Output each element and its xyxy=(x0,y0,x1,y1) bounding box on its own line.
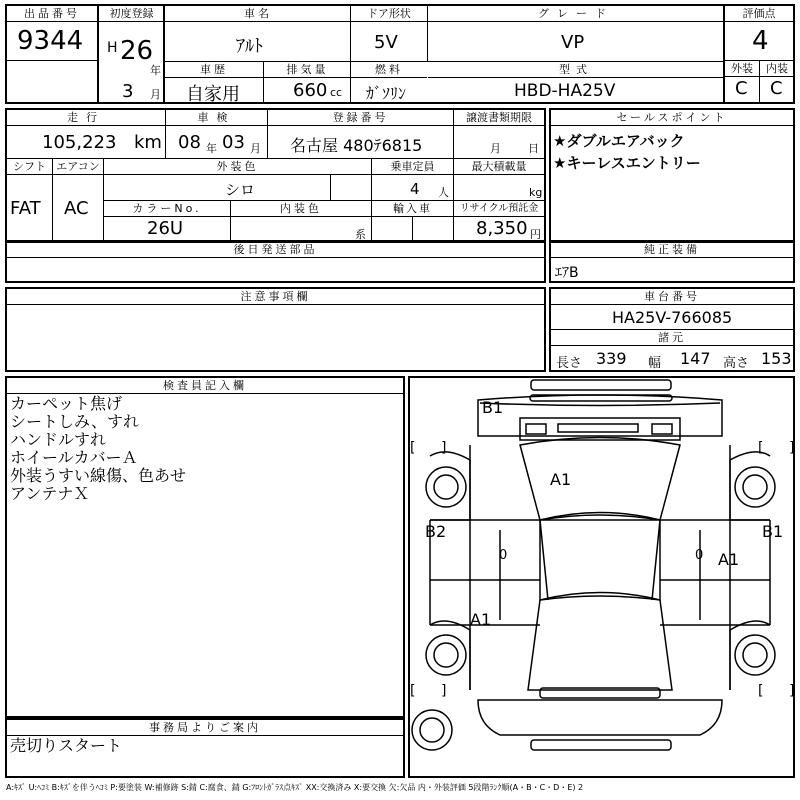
transfer-day: 日 xyxy=(528,142,539,155)
selling-point-1: ★ダブルエアバック xyxy=(553,132,685,150)
car-name-label: 車名 xyxy=(165,6,351,22)
interior-score: C xyxy=(770,78,783,99)
insp-year: 08 xyxy=(178,132,201,153)
door-label: ドア形状 xyxy=(351,6,427,22)
genuine-label: 純正装備 xyxy=(551,242,793,258)
selling-label: セールスポイント xyxy=(551,110,793,126)
era: H xyxy=(107,40,118,56)
capacity-label: 乗車定員 xyxy=(372,159,453,175)
svg-text:[: [ xyxy=(758,683,764,699)
color-no-label: カラーNo. xyxy=(104,201,230,217)
load-label: 最大積載量 xyxy=(454,159,544,175)
later-parts-label: 後日発送部品 xyxy=(7,242,544,258)
inspector-line-3: ハンドルすれ xyxy=(10,430,107,449)
history: 自家用 xyxy=(186,84,240,105)
history-label: 車歴 xyxy=(165,62,263,78)
import-label: 輸入車 xyxy=(372,201,453,217)
mileage-unit: km xyxy=(134,132,162,153)
height: 153 xyxy=(761,349,792,368)
svg-text:[: [ xyxy=(758,440,764,456)
mark-b1-right: B1 xyxy=(762,522,784,541)
length: 339 xyxy=(596,349,627,368)
capacity-unit: 人 xyxy=(438,186,449,199)
length-label: 長さ xyxy=(556,356,583,371)
recycle-unit: 円 xyxy=(530,228,541,241)
grade-label: グレード xyxy=(428,6,724,22)
mileage: 105,223 xyxy=(42,132,117,153)
legend: A:ｷｽﾞ U:ﾍｺﾐ B:ｷｽﾞを伴うﾍｺﾐ P:要塗装 W:補修跡 S:錆 C:腐食、錆 G:ﾌﾛﾝﾄｶﾞﾗｽ点ｷｽﾞ XX:交換済み X:要交換 欠:欠品 内・外装評価 5段階ﾗﾝｸ順(A・B・C・D・E) 2 xyxy=(6,783,584,792)
svg-text:]: ] xyxy=(441,683,447,699)
first-reg-year: 26 xyxy=(120,36,154,66)
height-label: 高さ xyxy=(723,356,750,371)
model: HBD-HA25V xyxy=(514,81,616,101)
fuel: ｶﾞｿﾘﾝ xyxy=(366,84,407,103)
color-label: 外装色 xyxy=(104,159,371,175)
exterior-label: 外装 xyxy=(725,61,759,77)
chassis-label: 車台番号 xyxy=(551,289,793,305)
inspector-line-1: カーペット焦げ xyxy=(10,394,123,413)
first-reg-label: 初度登録 xyxy=(99,6,164,22)
caution-label: 注意事項欄 xyxy=(7,289,544,305)
svg-text:]: ] xyxy=(441,440,447,456)
genuine-item: ｴｱB xyxy=(555,265,579,281)
fuel-label: 燃料 xyxy=(351,62,427,78)
displacement-unit: cc xyxy=(330,86,343,99)
int-color-label: 内装色 xyxy=(231,201,371,217)
plate-label: 登録番号 xyxy=(268,110,453,126)
month-unit: 月 xyxy=(150,88,161,101)
office-text: 売切りスタート xyxy=(10,736,123,755)
insp-month: 03 xyxy=(222,132,245,153)
mark-b2-left: B2 xyxy=(425,522,447,541)
mark-a1-hood: A1 xyxy=(550,470,572,489)
office-label: 事務局よりご案内 xyxy=(7,720,403,736)
int-color-unit: 系 xyxy=(355,228,366,241)
insp-month-unit: 月 xyxy=(250,142,261,155)
year-unit: 年 xyxy=(150,64,161,77)
mark-a1-left: A1 xyxy=(470,610,492,629)
ac: AC xyxy=(64,198,89,219)
mark-zero-right: 0 xyxy=(695,548,704,563)
svg-text:]: ] xyxy=(789,440,795,456)
capacity: 4 xyxy=(410,180,420,198)
grade: VP xyxy=(561,32,585,53)
displacement: 660 xyxy=(293,80,328,101)
score-label: 評価点 xyxy=(725,6,793,22)
width-label: 幅 xyxy=(648,356,662,371)
score: 4 xyxy=(752,26,769,56)
svg-text:[: [ xyxy=(410,440,416,456)
color-no: 26U xyxy=(147,218,184,239)
shift-label: シフト xyxy=(7,159,52,175)
shift: FAT xyxy=(10,198,41,219)
model-label: 型式 xyxy=(428,62,724,78)
svg-text:]: ] xyxy=(789,683,795,699)
plate: 名古屋 480ﾃ6815 xyxy=(290,136,423,155)
spec-label: 諸元 xyxy=(551,330,793,346)
width: 147 xyxy=(680,349,711,368)
door: 5V xyxy=(374,32,398,53)
color: シロ xyxy=(225,181,256,199)
lot-no: 9344 xyxy=(17,26,84,56)
car-name: ｱﾙﾄ xyxy=(236,36,263,57)
inspection-label: 車検 xyxy=(166,110,267,126)
recycle-label: リサイクル預託金 xyxy=(454,201,544,217)
inspector-label: 検査員記入欄 xyxy=(7,378,403,394)
mileage-label: 走行 xyxy=(7,110,165,126)
inspector-line-6: アンテナＸ xyxy=(10,484,90,503)
transfer-month: 月 xyxy=(490,142,501,155)
ac-label: エアコン xyxy=(53,159,103,175)
selling-point-2: ★キーレスエントリー xyxy=(553,154,701,172)
insp-year-unit: 年 xyxy=(206,142,217,155)
chassis: HA25V-766085 xyxy=(612,308,733,327)
first-reg-month: 3 xyxy=(122,81,134,102)
transfer-label: 譲渡書類期限 xyxy=(454,110,544,126)
inspector-line-2: シートしみ、すれ xyxy=(10,412,139,431)
mark-a1-right: A1 xyxy=(718,550,740,569)
mark-b1-front: B1 xyxy=(482,398,504,417)
recycle: 8,350 xyxy=(476,218,528,239)
inspector-line-5: 外装うすい線傷、色あせ xyxy=(10,466,187,485)
displacement-label: 排気量 xyxy=(264,62,351,78)
lot-no-label: 出品番号 xyxy=(7,6,97,22)
load-unit: kg xyxy=(529,186,543,199)
exterior-score: C xyxy=(735,78,748,99)
svg-text:[: [ xyxy=(410,683,416,699)
mark-zero-left: 0 xyxy=(499,548,508,563)
interior-label: 内装 xyxy=(760,61,794,77)
inspector-line-4: ホイールカバーＡ xyxy=(10,448,138,467)
